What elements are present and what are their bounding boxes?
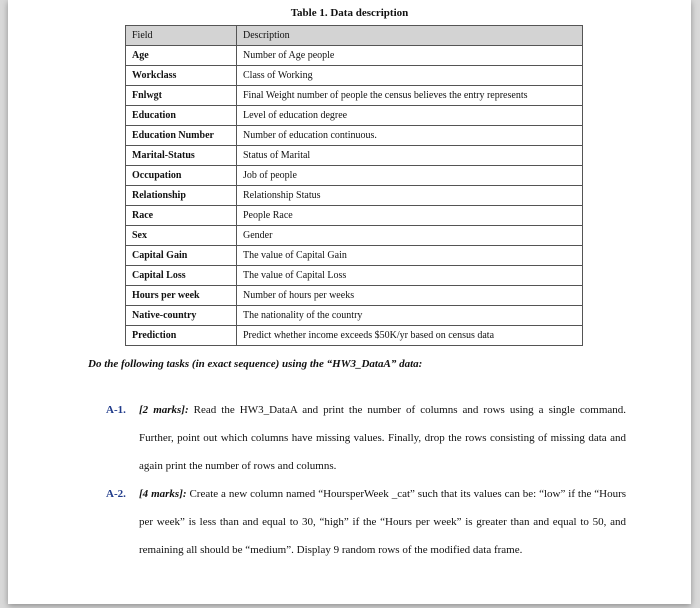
row-description: Relationship Status [237, 186, 583, 206]
task-label: A-1. [106, 404, 126, 416]
row-field: Sex [126, 226, 237, 246]
table-row [126, 86, 583, 106]
table-row [126, 246, 583, 266]
table-header-row [126, 26, 583, 46]
header-field: Field [126, 26, 237, 46]
task-item [106, 396, 626, 480]
row-field: Race [126, 206, 237, 226]
table-row [126, 306, 583, 326]
row-field: Native-country [126, 306, 237, 326]
table-row [126, 126, 583, 146]
row-field: Age [126, 46, 237, 66]
row-field: Fnlwgt [126, 86, 237, 106]
task-label: A-2. [106, 488, 126, 500]
document-page [8, 0, 691, 604]
table-caption: Table 1. Data description [290, 7, 409, 19]
row-description: People Race [237, 206, 583, 226]
row-description: The value of Capital Gain [237, 246, 583, 266]
task-instruction: Do the following tasks (in exact sequence) using the “HW3_DataA” data: [88, 358, 423, 370]
table-row [126, 166, 583, 186]
row-field: Workclass [126, 66, 237, 86]
table-row [126, 106, 583, 126]
row-field: Education Number [126, 126, 237, 146]
table-row [126, 66, 583, 86]
table-row [126, 286, 583, 306]
row-description: Number of Age people [237, 46, 583, 66]
table-row [126, 46, 583, 66]
row-field: Relationship [126, 186, 237, 206]
task-item [106, 480, 626, 564]
row-field: Prediction [126, 326, 237, 346]
data-description-table [125, 25, 583, 346]
row-description: The value of Capital Loss [237, 266, 583, 286]
row-field: Capital Gain [126, 246, 237, 266]
table-row [126, 146, 583, 166]
row-description: Number of education continuous. [237, 126, 583, 146]
row-field: Education [126, 106, 237, 126]
row-description: Final Weight number of people the census believes the entry represents [237, 86, 583, 106]
table-row [126, 206, 583, 226]
row-description: Job of people [237, 166, 583, 186]
row-description: Class of Working [237, 66, 583, 86]
table-row [126, 266, 583, 286]
row-description: Number of hours per weeks [237, 286, 583, 306]
row-description: Gender [237, 226, 583, 246]
task-marks: [2 marks]: [139, 404, 189, 416]
task-body [139, 480, 626, 564]
table-row [126, 326, 583, 346]
table-row [126, 226, 583, 246]
task-marks: [4 marks]: [139, 488, 187, 500]
task-text: Create a new column named “HoursperWeek _cat” such that its values can be: “low” if the “Hours per week” is less than and equal to 30, “high” if the “Hours per week” is greater than and equal to 50, and remaining all should be “medium”. Display 9 random rows of the modified data frame. [139, 488, 627, 556]
row-field: Marital-Status [126, 146, 237, 166]
row-description: Level of education degree [237, 106, 583, 126]
row-field: Capital Loss [126, 266, 237, 286]
table-row [126, 186, 583, 206]
row-field: Hours per week [126, 286, 237, 306]
row-description: Predict whether income exceeds $50K/yr based on census data [237, 326, 583, 346]
task-body [139, 396, 626, 480]
row-description: The nationality of the country [237, 306, 583, 326]
row-field: Occupation [126, 166, 237, 186]
row-description: Status of Marital [237, 146, 583, 166]
header-description: Description [237, 26, 583, 46]
task-text: Read the HW3_DataA and print the number of columns and rows using a single command. Further, point out which columns have missing values. Finally, drop the rows consisting of missing data and again print the number of rows and columns. [139, 404, 627, 472]
